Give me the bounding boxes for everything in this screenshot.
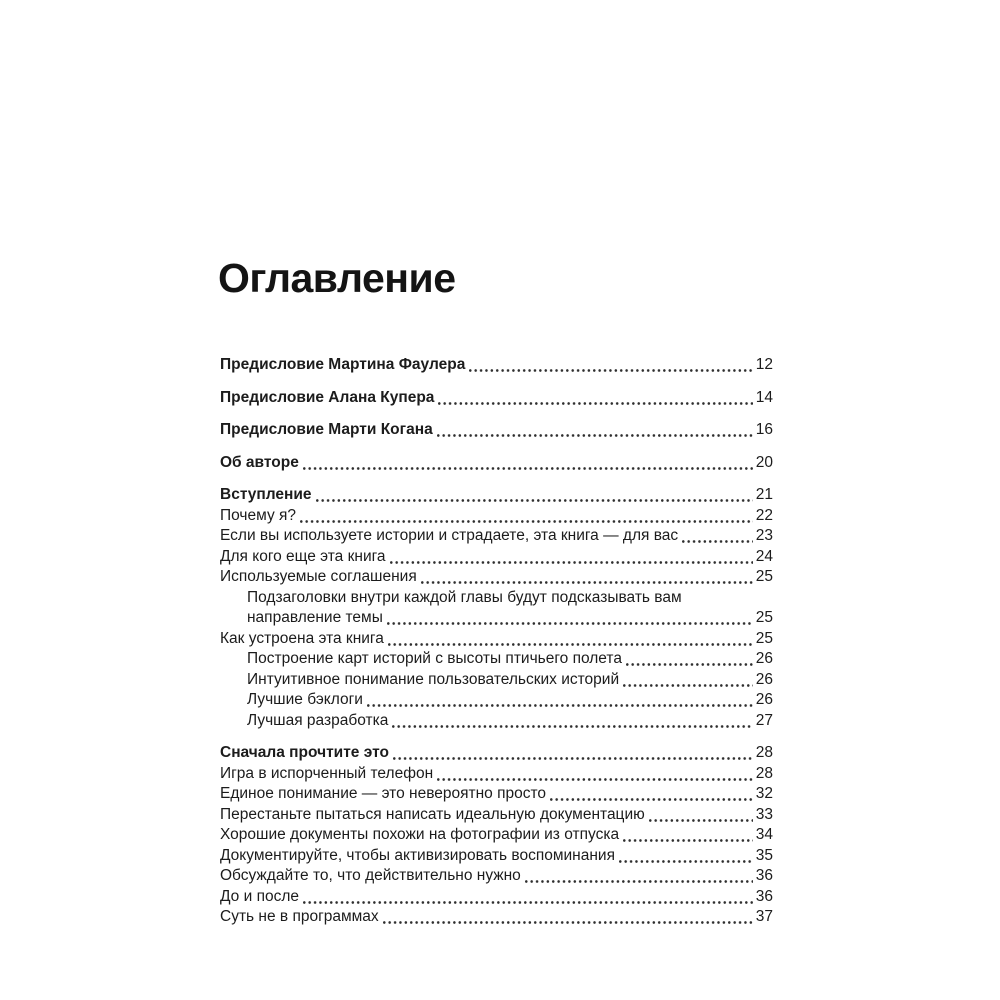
toc-entry-label: Интуитивное понимание пользовательских историй <box>247 670 620 688</box>
toc-entry-page: 34 <box>755 826 773 843</box>
toc-entry-page: 33 <box>755 805 773 823</box>
toc-row <box>220 887 773 908</box>
dot-leader <box>623 839 753 842</box>
dot-leader <box>393 757 753 760</box>
dot-leader <box>437 434 753 437</box>
dot-leader <box>438 402 752 405</box>
toc-entry-label: Если вы используете истории и страдаете, эта книга — для вас <box>220 527 679 544</box>
dot-leader <box>390 561 753 564</box>
toc-row <box>220 453 773 474</box>
toc-entry-page: 14 <box>755 388 773 406</box>
toc-entry-label: Игра в испорченный телефон <box>220 764 434 782</box>
dot-leader <box>626 663 753 666</box>
toc-entry-label: Для кого еще эта книга <box>220 547 386 565</box>
toc-entry-label: Предисловие Мартина Фаулера <box>220 356 466 373</box>
toc-entry-page: 16 <box>755 421 773 438</box>
toc-row <box>220 355 773 376</box>
toc-entry-page: 25 <box>755 609 773 626</box>
toc-entry <box>220 506 773 527</box>
toc-entry-label: Хорошие документы похожи на фотографии из отпуска <box>220 826 620 843</box>
toc-entry <box>220 649 773 670</box>
toc-entry <box>220 526 773 547</box>
toc-entry <box>220 547 773 568</box>
toc-entry-page: 35 <box>755 846 773 864</box>
toc-entry <box>220 887 773 908</box>
toc-entry-page: 36 <box>755 867 773 884</box>
toc-entry-page: 28 <box>755 744 773 761</box>
toc-entry-label: Суть не в программах <box>220 908 379 925</box>
dot-leader <box>682 540 753 543</box>
toc-entry-page: 21 <box>755 486 773 503</box>
toc-row <box>220 846 773 867</box>
dot-leader <box>387 622 753 625</box>
dot-leader <box>383 921 753 924</box>
toc-entry <box>220 588 773 629</box>
dot-leader <box>525 880 753 883</box>
toc-row <box>220 866 773 887</box>
toc-entry <box>220 690 773 711</box>
toc-entry <box>220 670 773 691</box>
toc-entry-label: направление темы <box>247 609 383 626</box>
dot-leader <box>300 520 753 523</box>
toc-entry-page: 20 <box>755 453 773 471</box>
dot-leader <box>421 581 753 584</box>
toc-entry-label: Обсуждайте то, что действительно нужно <box>220 867 521 884</box>
page-title: Оглавление <box>218 255 456 301</box>
toc-row <box>247 649 773 670</box>
dot-leader <box>392 725 752 728</box>
toc-row <box>247 690 773 711</box>
toc-entry-page: 25 <box>755 568 773 585</box>
toc-entry-page: 27 <box>755 711 773 729</box>
toc-entry <box>220 629 773 650</box>
toc-entry <box>220 907 773 928</box>
toc-entry <box>220 743 773 764</box>
toc-row <box>220 420 773 441</box>
toc-entry-page: 36 <box>755 887 773 905</box>
toc-row <box>220 526 773 547</box>
toc-entry-label: Предисловие Алана Купера <box>220 388 435 406</box>
toc-row <box>220 629 773 650</box>
toc-entry-page: 22 <box>755 506 773 524</box>
toc-entry-label: Почему я? <box>220 506 297 524</box>
toc-row <box>220 547 773 568</box>
toc-entry-label: До и после <box>220 887 299 905</box>
toc-entry <box>220 485 773 506</box>
toc-list <box>220 355 773 928</box>
toc-entry-label: Документируйте, чтобы активизировать воспоминания <box>220 846 615 864</box>
toc-entry <box>220 866 773 887</box>
dot-leader <box>303 901 753 904</box>
toc-entry-page: 26 <box>755 691 773 708</box>
toc-row <box>220 764 773 785</box>
toc-row <box>220 907 773 928</box>
dot-leader <box>649 819 753 822</box>
toc-entry-label: Лучшая разработка <box>247 711 389 729</box>
toc-entry-label-line1: Подзаголовки внутри каждой главы будут подсказывать вам <box>247 588 682 606</box>
toc-entry <box>220 355 773 376</box>
dot-leader <box>388 643 753 646</box>
toc-entry <box>220 711 773 732</box>
toc-entry <box>220 784 773 805</box>
dot-leader <box>316 499 753 502</box>
toc-entry-page: 32 <box>755 785 773 802</box>
toc-entry-page: 25 <box>755 629 773 647</box>
toc-entry-label: Построение карт историй с высоты птичьего полета <box>247 650 622 667</box>
toc-entry <box>220 420 773 441</box>
toc-entry-page: 24 <box>755 547 773 565</box>
toc-entry-label: Сначала прочтите это <box>220 744 389 761</box>
dot-leader <box>619 860 753 863</box>
toc-row <box>247 608 773 629</box>
toc-entry-page: 28 <box>755 764 773 782</box>
toc-entry-label: Используемые соглашения <box>220 568 417 585</box>
toc-entry-page: 26 <box>755 650 773 667</box>
toc-entry <box>220 764 773 785</box>
toc-entry <box>220 805 773 826</box>
toc-row <box>220 825 773 846</box>
dot-leader <box>550 798 753 801</box>
toc-entry-page: 37 <box>755 908 773 925</box>
toc-entry <box>220 567 773 588</box>
toc-entry-label: Как устроена эта книга <box>220 629 384 647</box>
toc-entry-label: Единое понимание — это невероятно просто <box>220 785 547 802</box>
toc-row <box>220 506 773 527</box>
toc-entry <box>220 825 773 846</box>
toc-entry <box>220 388 773 409</box>
toc-row <box>220 567 773 588</box>
toc-row <box>220 805 773 826</box>
dot-leader <box>437 778 753 781</box>
toc-entry-label: Лучшие бэклоги <box>247 691 363 708</box>
toc-row <box>220 485 773 506</box>
toc-entry-label: Перестаньте пытаться написать идеальную документацию <box>220 805 645 823</box>
toc-row <box>220 743 773 764</box>
dot-leader <box>303 467 753 470</box>
toc-entry-label: Об авторе <box>220 453 299 471</box>
toc-entry-page: 23 <box>755 527 773 544</box>
toc-entry <box>220 846 773 867</box>
toc-entry-label: Вступление <box>220 486 312 503</box>
toc-entry <box>220 453 773 474</box>
toc-entry-page: 26 <box>755 670 773 688</box>
dot-leader <box>367 704 753 707</box>
toc-row <box>220 388 773 409</box>
toc-row <box>247 670 773 691</box>
toc-entry-page: 12 <box>755 356 773 373</box>
dot-leader <box>623 684 753 687</box>
toc-entry-label: Предисловие Марти Когана <box>220 421 433 438</box>
toc-row <box>247 711 773 732</box>
dot-leader <box>469 369 752 372</box>
toc-row <box>220 784 773 805</box>
